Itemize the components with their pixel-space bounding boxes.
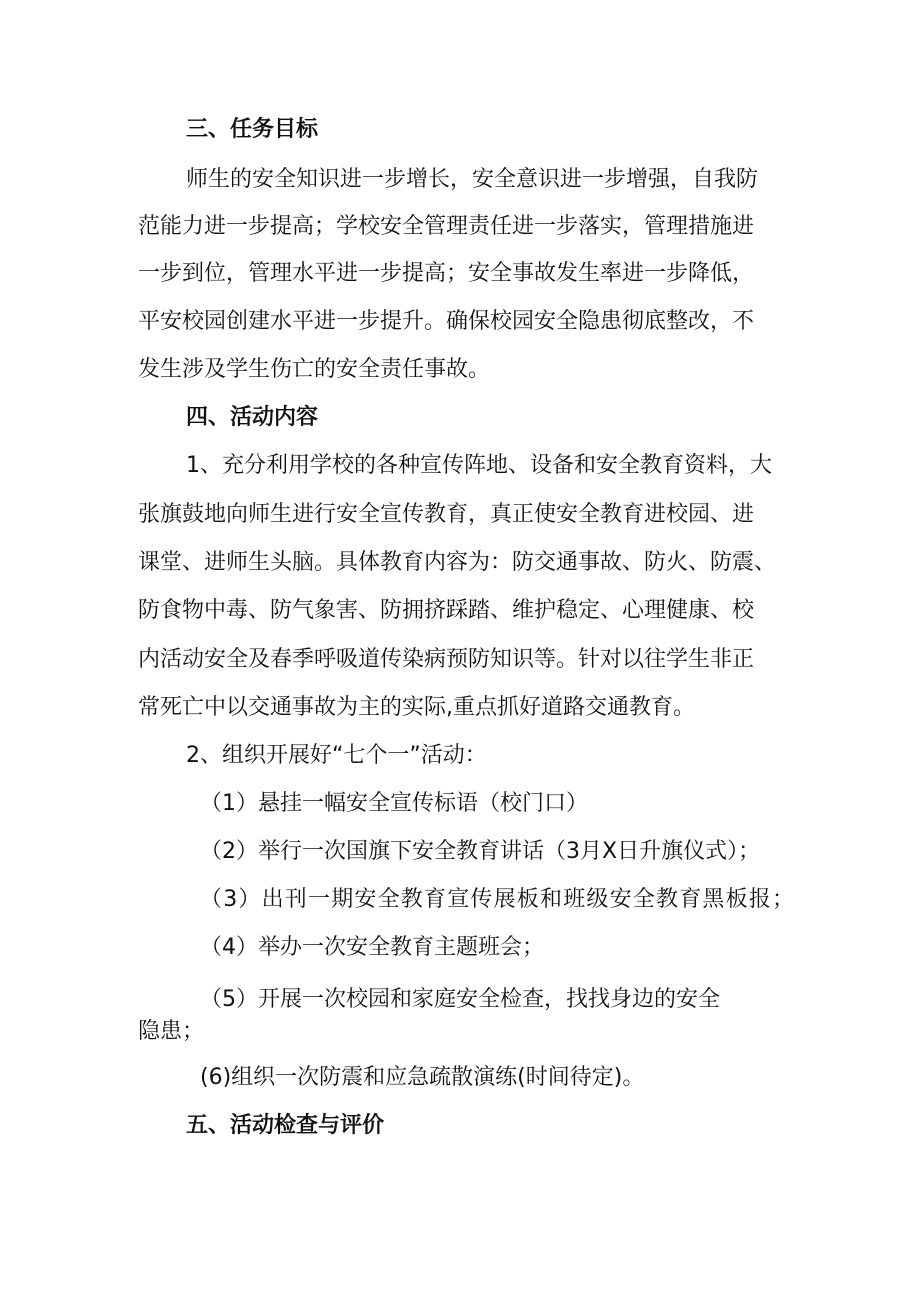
list-item: (6)组织一次防震和应急疏散演练(时间待定)。 xyxy=(200,1065,645,1090)
list-item-continuation: 隐患； xyxy=(138,1019,205,1044)
paragraph-line: 范能力进一步提高；学校安全管理责任进一步落实，管理措施进 xyxy=(138,214,755,239)
paragraph-line: 师生的安全知识进一步增长，安全意识进一步增强，自我防 xyxy=(186,167,759,192)
paragraph-line: 发生涉及学生伤亡的安全责任事故。 xyxy=(138,357,491,382)
section-heading-activity-content: 四、活动内容 xyxy=(186,405,319,430)
paragraph-line: 课堂、进师生头脑。具体教育内容为：防交通事故、防火、防震、 xyxy=(138,550,777,575)
paragraph-line: 平安校园创建水平进一步提升。确保校园安全隐患彻底整改，不 xyxy=(138,309,755,334)
list-item: （1）悬挂一幅安全宣传标语（校门口） xyxy=(200,791,588,816)
list-item: （3）出刊一期安全教育宣传展板和班级安全教育黑板报； xyxy=(200,887,796,912)
paragraph-line: 常死亡中以交通事故为主的实际,重点抓好道路交通教育。 xyxy=(138,695,695,720)
activity-intro: 2、组织开展好“七个一”活动： xyxy=(186,743,487,768)
section-heading-task-goals: 三、任务目标 xyxy=(186,117,319,142)
paragraph-line: 防食物中毒、防气象害、防拥挤踩踏、维护稳定、心理健康、校 xyxy=(138,598,755,623)
list-item: （4）举办一次安全教育主题班会； xyxy=(200,935,544,960)
paragraph-line: 一步到位，管理水平进一步提高；安全事故发生率进一步降低， xyxy=(138,261,755,286)
list-item: （2）举行一次国旗下安全教育讲话（3月X日升旗仪式）； xyxy=(200,839,761,864)
paragraph-line: 1、充分利用学校的各种宣传阵地、设备和安全教育资料，大 xyxy=(186,453,772,478)
list-item: （5）开展一次校园和家庭安全检查，找找身边的安全 xyxy=(200,987,720,1012)
paragraph-line: 内活动安全及春季呼吸道传染病预防知识等。针对以往学生非正 xyxy=(138,647,755,672)
section-heading-inspection-evaluation: 五、活动检查与评价 xyxy=(186,1113,385,1138)
paragraph-line: 张旗鼓地向师生进行安全宣传教育，真正使安全教育进校园、进 xyxy=(138,502,755,527)
